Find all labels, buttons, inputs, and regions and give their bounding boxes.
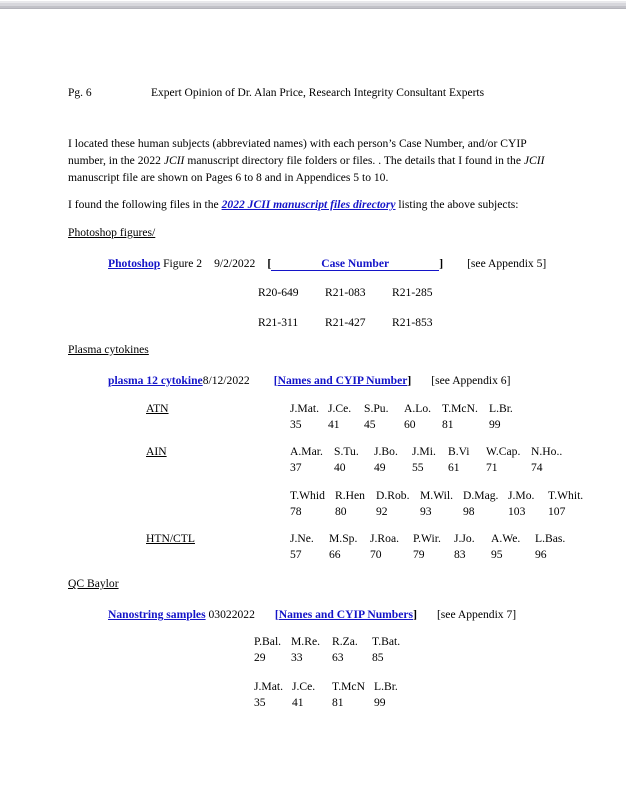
subject-name: J.Bo.	[374, 445, 398, 458]
subject-value: 57	[290, 548, 302, 561]
subject-value: 80	[335, 505, 347, 518]
subject-name: J.Mat.	[290, 402, 319, 415]
group-table-nanostring-row-2	[146, 680, 446, 714]
page-number-label: Pg. 6	[68, 87, 92, 99]
subject-name: J.Ce.	[292, 680, 316, 693]
subject-value: 70	[370, 548, 382, 561]
plasma-date: 8/12/2022	[202, 374, 250, 387]
paragraph-1-part-3: manuscript file are shown on Pages 6 to 8 and in Appendices 5 to 10.	[68, 171, 389, 185]
bracket-close: ]	[413, 608, 417, 621]
running-header	[68, 87, 558, 99]
section-heading-plasma-cytokines: Plasma cytokines	[68, 343, 149, 356]
case-number-cell: R21-427	[325, 316, 366, 329]
nanostring-appendix-note: [see Appendix 7]	[436, 608, 517, 621]
subject-value: 92	[376, 505, 388, 518]
photoshop-date: 9/2/2022	[214, 257, 256, 270]
subject-name: J.Ce.	[328, 402, 352, 415]
subject-value: 40	[334, 461, 346, 474]
case-number-cell: R20-649	[258, 286, 299, 299]
group-names-row	[290, 402, 527, 415]
subject-value: 93	[420, 505, 432, 518]
subject-value: 33	[291, 651, 303, 664]
case-number-field-label: Case Number	[271, 257, 439, 271]
subject-name: L.Br.	[489, 402, 513, 415]
group-label-htn-ctl: HTN/CTL	[146, 532, 195, 545]
group-names-row	[254, 680, 414, 693]
link-nanostring-samples[interactable]: Nanostring samples	[108, 608, 206, 621]
group-table-ain-continued	[146, 489, 584, 523]
group-values-row	[254, 696, 414, 709]
subject-name: J.Jo.	[454, 532, 475, 545]
subject-name: M.Wil.	[420, 489, 454, 502]
case-number-row	[258, 286, 459, 299]
entry-photoshop-figure	[108, 257, 546, 271]
subject-name: P.Bal.	[254, 635, 282, 648]
group-values-row	[290, 548, 575, 561]
subject-value: 81	[442, 418, 454, 431]
subject-value: 99	[489, 418, 501, 431]
subject-name: P.Wir.	[413, 532, 441, 545]
group-names-row	[290, 532, 575, 545]
paragraph-1-part-2: manuscript directory file folders or files. . The details that I found in the	[184, 154, 524, 168]
link-photoshop[interactable]: Photoshop	[108, 257, 161, 270]
subject-value: 103	[508, 505, 526, 518]
subject-name: M.Re.	[291, 635, 320, 648]
subject-value: 37	[290, 461, 302, 474]
group-values-row	[254, 651, 412, 664]
paragraph-1-italic-jcii-1: JCII	[163, 154, 185, 168]
bracket-close: ]	[439, 257, 444, 270]
photoshop-appendix-note: [see Appendix 5]	[467, 257, 547, 270]
paragraph-1-part-1: I located these human subjects (abbreviated names) with each person’s Case Number, and/or CYIP number, in the 2022	[68, 137, 527, 168]
subject-value: 35	[290, 418, 302, 431]
subject-name: B.Vi	[448, 445, 470, 458]
subject-name: T.McN.	[442, 402, 478, 415]
document-title: Expert Opinion of Dr. Alan Price, Research Integrity Consultant Experts	[151, 87, 485, 99]
subject-name: J.Roa.	[370, 532, 399, 545]
group-table-ain	[146, 445, 566, 479]
subject-name: J.Mo.	[508, 489, 535, 502]
subject-name: T.Whid	[290, 489, 325, 502]
entry-nanostring-samples	[108, 608, 516, 621]
paragraph-2-part-1: I found the following files in the	[68, 198, 222, 211]
group-label-ain: AIN	[146, 445, 167, 458]
nanostring-date: 03022022	[208, 608, 255, 621]
group-table-nanostring-row-1	[146, 635, 446, 669]
subject-name: J.Mat.	[254, 680, 283, 693]
subject-value: 60	[404, 418, 416, 431]
subject-value: 29	[254, 651, 266, 664]
subject-name: D.Mag.	[463, 489, 499, 502]
subject-name: D.Rob.	[376, 489, 410, 502]
link-names-and-cyip-numbers[interactable]: Names and CYIP Numbers	[278, 608, 414, 621]
case-number-cell: R21-083	[325, 286, 366, 299]
link-manuscript-files-directory[interactable]: 2022 JCII manuscript files directory	[221, 198, 396, 211]
subject-value: 96	[535, 548, 547, 561]
subject-name: J.Ne.	[290, 532, 314, 545]
link-names-and-cyip-number[interactable]: Names and CYIP Number	[277, 374, 408, 387]
subject-name: R.Hen	[335, 489, 365, 502]
paragraph-files-found	[68, 196, 551, 213]
subject-value: 41	[328, 418, 340, 431]
group-names-row	[290, 489, 592, 502]
paragraph-2-part-2: listing the above subjects:	[395, 198, 519, 211]
bracket-open: [	[273, 374, 278, 387]
group-label-atn: ATN	[146, 402, 169, 415]
photoshop-figure-label: Figure 2	[160, 257, 203, 270]
document-page	[0, 11, 626, 810]
case-number-cell: R21-311	[258, 316, 299, 329]
subject-name: T.Whit.	[548, 489, 584, 502]
subject-value: 98	[463, 505, 475, 518]
group-values-row	[290, 461, 571, 474]
subject-value: 107	[548, 505, 566, 518]
subject-name: L.Bas.	[535, 532, 566, 545]
subject-value: 71	[486, 461, 498, 474]
group-names-row	[290, 445, 571, 458]
subject-value: 78	[290, 505, 302, 518]
subject-name: T.McN	[332, 680, 365, 693]
subject-value: 99	[374, 696, 386, 709]
plasma-appendix-note: [see Appendix 6]	[431, 374, 511, 387]
section-heading-qc-baylor: QC Baylor	[68, 577, 119, 590]
bracket-close: ]	[407, 374, 412, 387]
case-number-cell: R21-285	[392, 286, 433, 299]
group-values-row	[290, 505, 592, 518]
subject-value: 45	[364, 418, 376, 431]
subject-value: 49	[374, 461, 386, 474]
case-number-cell: R21-853	[392, 316, 433, 329]
bracket-open: [	[274, 608, 279, 621]
subject-name: R.Za.	[332, 635, 358, 648]
subject-value: 55	[412, 461, 424, 474]
subject-value: 35	[254, 696, 266, 709]
subject-name: L.Br.	[374, 680, 398, 693]
group-names-row	[254, 635, 412, 648]
subject-value: 79	[413, 548, 425, 561]
bracket-open: [	[267, 257, 272, 270]
link-plasma-12-cytokine[interactable]: plasma 12 cytokine	[108, 374, 203, 387]
case-number-row	[258, 316, 459, 329]
subject-value: 66	[329, 548, 341, 561]
subject-value: 74	[531, 461, 543, 474]
subject-value: 61	[448, 461, 460, 474]
subject-name: J.Mi.	[412, 445, 436, 458]
subject-name: S.Pu.	[364, 402, 389, 415]
subject-name: N.Ho..	[531, 445, 563, 458]
group-values-row	[290, 418, 527, 431]
group-table-htn-ctl	[146, 532, 566, 566]
subject-name: A.We.	[491, 532, 521, 545]
paragraph-1-italic-jcii-2: JCII	[523, 154, 545, 168]
paragraph-subjects-located	[68, 135, 551, 187]
subject-name: A.Lo.	[404, 402, 432, 415]
case-number-field[interactable]	[267, 257, 443, 271]
section-heading-photoshop-figures: Photoshop figures/	[68, 226, 156, 239]
group-table-atn	[146, 402, 546, 436]
subject-name: A.Mar.	[290, 445, 323, 458]
subject-value: 83	[454, 548, 466, 561]
subject-name: T.Bat.	[372, 635, 401, 648]
entry-plasma-cytokine	[108, 374, 510, 387]
subject-value: 41	[292, 696, 304, 709]
subject-value: 63	[332, 651, 344, 664]
subject-name: M.Sp.	[329, 532, 358, 545]
subject-value: 81	[332, 696, 344, 709]
subject-value: 85	[372, 651, 384, 664]
subject-name: W.Cap.	[486, 445, 521, 458]
subject-name: S.Tu.	[334, 445, 359, 458]
window-chrome-band	[0, 0, 626, 11]
subject-value: 95	[491, 548, 503, 561]
